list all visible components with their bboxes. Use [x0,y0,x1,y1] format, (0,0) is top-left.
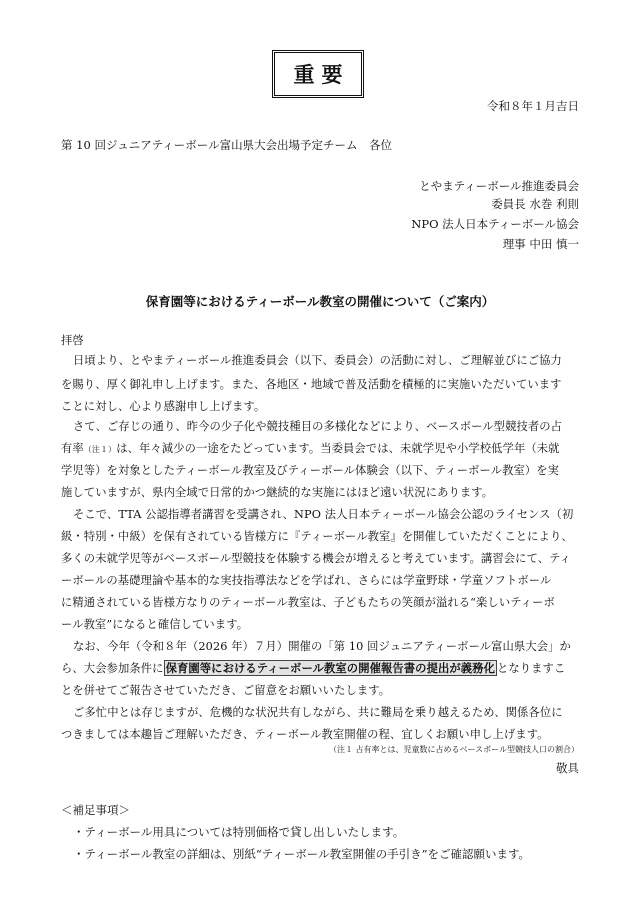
supplement-item: ・ティーボール教室の詳細は、別紙“ティーボール教室開催の手引き”をご確認願います。 [73,847,531,861]
body-line: とを併せてご報告させていただき、ご留意をお願いいたします。 [61,684,391,697]
body-line: 多くの未就学児等がベースボール型競技を体験する機会が増えると考えています。講習会にて、ティ [61,552,572,565]
supplement-item: ・ティーボール用具については特別価格で貸し出しいたします。 [73,825,405,839]
body-line [61,440,560,456]
body-text: 有率 [61,442,84,455]
body-line: ール教室”になると確信しています。 [61,618,249,631]
body-line: なお、今年（令和８年（2026 年）７月）開催の「第 10 回ジュニアティーボール富山県大会」か [73,640,571,653]
body-line: 施していますが、県内全域で日常的かつ継続的な実施にはほど遠い状況にあります。 [61,486,494,499]
note-marker: （注１） [83,445,117,454]
highlighted-requirement: 保育園等におけるティーボール教室の開催報告書の提出が義務化 [165,661,495,675]
body-line [61,660,565,676]
sender-committee: とやまティーボール推進委員会 [419,179,579,193]
body-line: さて、ご存じの通り、昨今の少子化や競技種目の多様化などにより、ベースボール型競技者の占 [73,420,563,433]
body-line: 日頃より、とやまティーボール推進委員会（以下、委員会）の活動に対し、ご理解並びにご協力 [73,354,562,367]
body-line: ーボールの基礎理論や基本的な実技指導法などを学ばれ、さらには学童野球・学童ソフトボール [61,574,552,587]
body-text: ら、大会参加条件に [61,662,164,675]
footnote: （注１ 占有率とは、児童数に占めるベースボール型競技人口の割合） [329,745,579,754]
sender-chairman: 委員長 水巻 利則 [491,197,579,211]
sender-association: NPO 法人日本ティーボール協会 [411,217,579,231]
body-line: つきましては本趣旨ご理解いただき、ティーボール教室開催の程、宜しくお願い申し上げます。 [61,728,549,741]
important-stamp: 重要 [272,50,364,98]
body-line: そこで、TTA 公認指導者講習を受講され、NPO 法人日本ティーボール協会公認のライセンス（初 [73,508,574,521]
body-line: 級・特別・中級）を保有されている皆様方に『ティーボール教室』を開催していただくことにより、 [61,530,573,543]
supplement-heading: ＜補足事項＞ [61,803,130,817]
document-title: 保育園等におけるティーボール教室の開催について（ご案内） [145,294,495,309]
body-line: 学児等）を対象としたティーボール教室及びティーボール体験会（以下、ティーボール教室）を実 [61,464,560,477]
sender-director: 理事 中田 慎一 [502,237,579,251]
addressee: 第 10 回ジュニアティーボール富山県大会出場予定チーム 各位 [61,138,393,152]
document-date: 令和８年１月吉日 [487,99,579,113]
body-line: ご多忙中とは存じますが、危機的な状況共有しながら、共に難局を乗り越えるため、関係各位に [73,706,563,719]
body-text: となりますこ [496,662,566,675]
closing: 敬具 [556,761,579,775]
body-line: ことに対し、心より感謝申し上げます。 [61,400,266,413]
body-line: に精通されている皆様方なりのティーボール教室は、子どもたちの笑顔が溢れる“楽しいティーボ [61,596,555,609]
body-line: を賜り、厚く御礼申し上げます。また、各地区・地域で普及活動を積極的に実施いただいています [61,378,562,391]
body-text: は、年々減少の一途をたどっています。当委員会では、未就学児や小学校低学年（未就 [116,442,560,455]
greeting: 拝啓 [61,334,84,347]
